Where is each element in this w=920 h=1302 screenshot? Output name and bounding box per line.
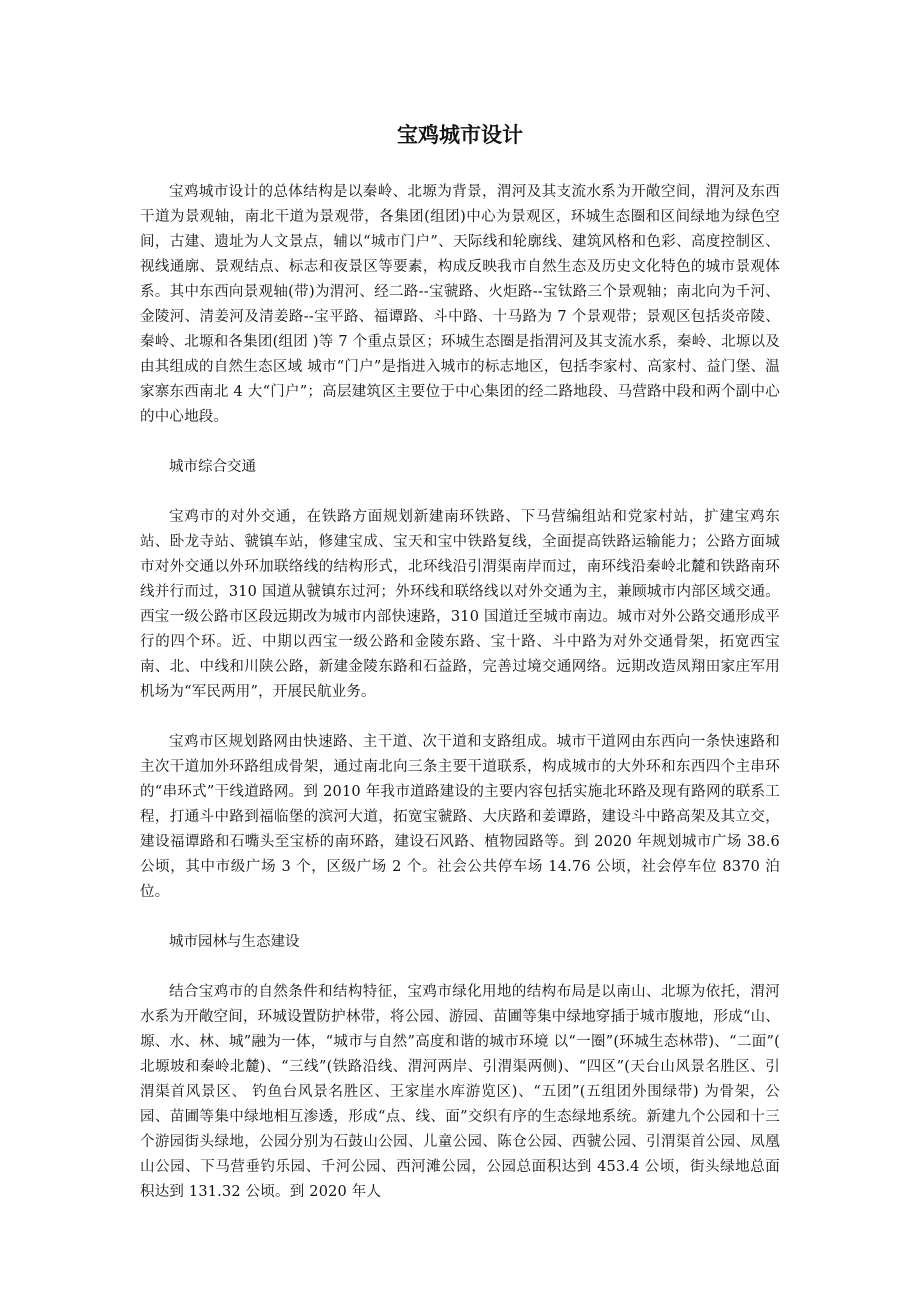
greening-paragraph: 结合宝鸡市的自然条件和结构特征，宝鸡市绿化用地的结构布局是以南山、北塬为依托，渭河水系为开敞空间，环城设置防护林带，将公园、游园、苗圃等集中绿地穿插于城市腹地，形成“山、塬、水、林、城”融为一体，“城市与自然”高度和谐的城市环境 以“一圈”(环城生态林带)、“二面”( 北塬坡和秦岭北麓)、“三线”(铁路沿线、渭河两岸、引渭渠两侧)、“四区”(天台山风景名胜区、引渭渠首风景区、 钓鱼台风景名胜区、王家崖水库游览区)、“五团”(五组团外围绿带) 为骨架，公园、苗圃等集中绿地相互渗透，形成“点、线、面”交织有序的生态绿地系统。新建九个公园和十三个游园街头绿地，公园分别为石鼓山公园、儿童公园、陈仓公园、西虢公园、引渭渠首公园、凤凰山公园、下马营垂钓乐园、千河公园、西河滩公园，公园总面积达到 453.4 公顷，街头绿地总面积达到 131.32 公顷。到 2020 年人	[140, 984, 780, 1200]
document-title: 宝鸡城市设计	[397, 123, 523, 147]
intro-paragraph: 宝鸡城市设计的总体结构是以秦岭、北塬为背景，渭河及其支流水系为开敞空间，渭河及东西干道为景观轴，南北干道为景观带，各集团(组团)中心为景观区，环城生态圈和区间绿地为绿色空间，古建、遗址为人文景点，辅以“城市门户”、天际线和轮廓线、建筑风格和色彩、高度控制区、视线通廓、景观结点、标志和夜景区等要素，构成反映我市自然生态及历史文化特色的城市景观体系。其中东西向景观轴(带)为渭河、经二路--宝虢路、火炬路--宝钛路三个景观轴；南北向为千河、金陵河、清姜河及清姜路--宝平路、福谭路、斗中路、十马路为 7 个景观带；景观区包括炎帝陵、秦岭、北塬和各集团(组团 )等 7 个重点景区；环城生态圈是指渭河及其支流水系，秦岭、北塬以及由其组成的自然生态区域 城市“门户”是指进入城市的标志地区，包括李家村、高家村、益门堡、温家寨东西南北 4 大“门户”；高层建筑区主要位于中心集团的经二路地段、马营路中段和两个副中心的中心地段。	[140, 184, 780, 425]
transport-paragraph-external: 宝鸡市的对外交通，在铁路方面规划新建南环铁路、下马营编组站和党家村站，扩建宝鸡东站、卧龙寺站、虢镇车站，修建宝成、宝天和宝中铁路复线，全面提高铁路运输能力；公路方面城市对外交通以外环加联络线的结构形式，北环线沿引渭渠南岸而过，南环线沿秦岭北麓和铁路南环线并行而过，310 国道从虢镇东过河；外环线和联络线以对外交通为主，兼顾城市内部区域交通。西宝一级公路市区段远期改为城市内部快速路，310 国道迁至城市南边。城市对外公路交通形成平行的四个环。近、中期以西宝一级公路和金陵东路、宝十路、斗中路为对外交通骨架，拓宽西宝南、北、中线和川陕公路，新建金陵东路和石益路，完善过境交通网络。远期改造凤翔田家庄军用机场为“军民两用”，开展民航业务。	[140, 509, 781, 700]
document-body	[140, 180, 780, 1205]
transport-paragraph-road-network: 宝鸡市区规划路网由快速路、主干道、次干道和支路组成。城市干道网由东西向一条快速路和主次干道加外环路组成骨架，通过南北向三条主要干道联系，构成城市的大外环和东西四个主串环的“串环式”干线道路网。到 2010 年我市道路建设的主要内容包括实施北环路及现有路网的联系工程，打通斗中路到福临堡的滨河大道，拓宽宝虢路、大庆路和姜谭路，建设斗中路高架及其立交，建设福谭路和石嘴头至宝桥的南环路，建设石风路、植物园路等。到 2020 年规划城市广场 38.6 公顷，其中市级广场 3 个，区级广场 2 个。社会公共停车场 14.76 公顷，社会停车位 8370 泊位。	[140, 734, 780, 900]
section-heading-transport: 城市综合交通	[169, 459, 256, 475]
section-heading-greening: 城市园林与生态建设	[169, 934, 300, 950]
